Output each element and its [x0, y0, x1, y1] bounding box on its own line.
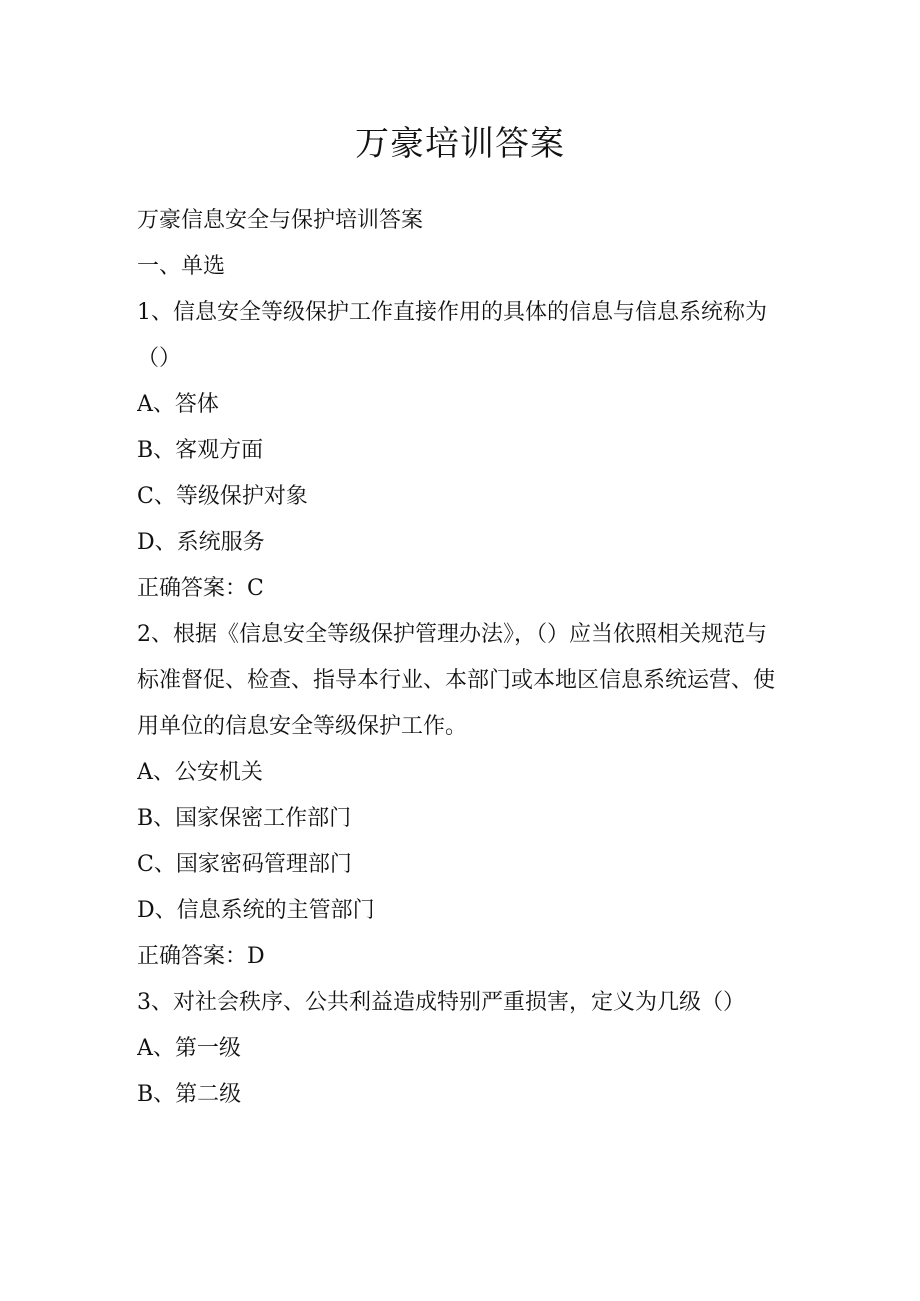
question-2-answer: 正确答案：D — [137, 944, 265, 969]
question-2-text-line-1: 2、根据《信息安全等级保护管理办法》，（）应当依照相关规范与 — [137, 622, 767, 647]
question-1-text: 1、信息安全等级保护工作直接作用的具体的信息与信息系统称为 — [137, 300, 767, 325]
section-heading: 一、单选 — [137, 254, 226, 279]
question-1-blank: （） — [137, 346, 182, 371]
document-title: 万豪培训答案 — [355, 124, 565, 164]
question-2-option-d: D、信息系统的主管部门 — [137, 898, 375, 923]
question-3-option-b: B、第二级 — [137, 1082, 242, 1107]
question-1-option-b: B、客观方面 — [137, 438, 264, 463]
question-1-option-c: C、等级保护对象 — [137, 484, 308, 509]
question-2-text-line-3: 用单位的信息安全等级保护工作。 — [137, 714, 468, 739]
question-2-option-c: C、国家密码管理部门 — [137, 852, 352, 877]
question-3-text: 3、对社会秩序、公共利益造成特别严重损害，定义为几级（） — [137, 990, 745, 1015]
subtitle-line: 万豪信息安全与保护培训答案 — [137, 208, 424, 233]
question-2-text-line-2: 标准督促、检查、指导本行业、本部门或本地区信息系统运营、使 — [137, 668, 776, 693]
question-2-option-a: A、公安机关 — [137, 760, 263, 785]
question-3-option-a: A、第一级 — [137, 1036, 241, 1061]
question-1-answer: 正确答案：C — [137, 576, 264, 601]
document-body — [137, 198, 787, 1118]
question-1-option-a: A、答体 — [137, 392, 219, 417]
question-1-option-d: D、系统服务 — [137, 530, 265, 555]
question-2-option-b: B、国家保密工作部门 — [137, 806, 352, 831]
